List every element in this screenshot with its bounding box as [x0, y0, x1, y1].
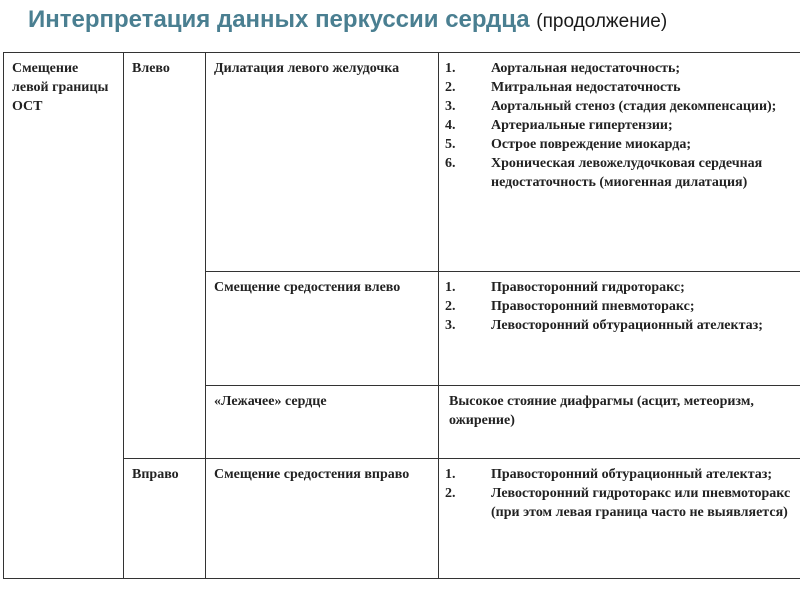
list-item: [441, 154, 797, 192]
title-subtitle: (продолжение): [536, 11, 668, 32]
causes-cell: [439, 459, 800, 579]
list-text: Хроническая левожелудочковая сердечная недостаточность (миогенная дилатация): [491, 156, 763, 190]
list-text: Левосторонний гидроторакс или пневмоторакс (при этом левая граница часто не выявляется): [491, 486, 791, 520]
list-number: 1.: [445, 61, 456, 76]
condition-cell: Дилатация левого желудочка: [206, 53, 439, 272]
list-item: [441, 297, 797, 316]
list-text: Острое повреждение миокарда;: [491, 137, 692, 152]
direction-right-cell: Вправо: [124, 459, 206, 579]
list-item: [441, 465, 797, 484]
causes-cell: [439, 272, 800, 386]
list-text: Артериальные гипертензии;: [491, 118, 673, 133]
page-title: [28, 6, 667, 34]
list-number: 2.: [445, 486, 456, 501]
causes-cell: [439, 53, 800, 272]
list-text: Правосторонний гидроторакс;: [491, 280, 685, 295]
list-number: 6.: [445, 156, 456, 171]
list-number: 5.: [445, 137, 456, 152]
causes-list: [441, 59, 797, 192]
list-number: 1.: [445, 280, 456, 295]
list-item: [441, 59, 797, 78]
list-number: 2.: [445, 299, 456, 314]
condition-cell: «Лежачее» сердце: [206, 386, 439, 459]
list-item: [441, 116, 797, 135]
list-item: [441, 135, 797, 154]
percussion-table: [3, 52, 800, 579]
list-item: [441, 316, 797, 335]
list-text: Аортальный стеноз (стадия декомпенсации);: [491, 99, 777, 114]
list-number: 4.: [445, 118, 456, 133]
list-text: Правосторонний пневмоторакс;: [491, 299, 695, 314]
list-number: 2.: [445, 80, 456, 95]
causes-cell: [439, 386, 800, 459]
list-text: Митральная недостаточность: [491, 80, 681, 95]
causes-list: [441, 465, 797, 522]
list-number: 3.: [445, 99, 456, 114]
list-number: 3.: [445, 318, 456, 333]
direction-left-cell: Влево: [124, 53, 206, 459]
border-label-cell: Смещение левой границы ОСТ: [4, 53, 124, 579]
title-main: Интерпретация данных перкуссии сердца: [28, 6, 530, 33]
list-item: [441, 97, 797, 116]
cause-text: Высокое стояние диафрагмы (асцит, метеоризм, ожирение): [449, 394, 754, 428]
list-text: Правосторонний обтурационный ателектаз;: [491, 467, 773, 482]
table-row: [4, 53, 800, 272]
list-item: [441, 484, 797, 522]
list-text: Аортальная недостаточность;: [491, 61, 681, 76]
table-row: [4, 459, 800, 579]
list-number: 1.: [445, 467, 456, 482]
causes-list: [441, 278, 797, 335]
condition-cell: Смещение средостения влево: [206, 272, 439, 386]
list-item: [441, 78, 797, 97]
list-item: [441, 278, 797, 297]
condition-cell: Смещение средостения вправо: [206, 459, 439, 579]
list-text: Левосторонний обтурационный ателектаз;: [491, 318, 763, 333]
